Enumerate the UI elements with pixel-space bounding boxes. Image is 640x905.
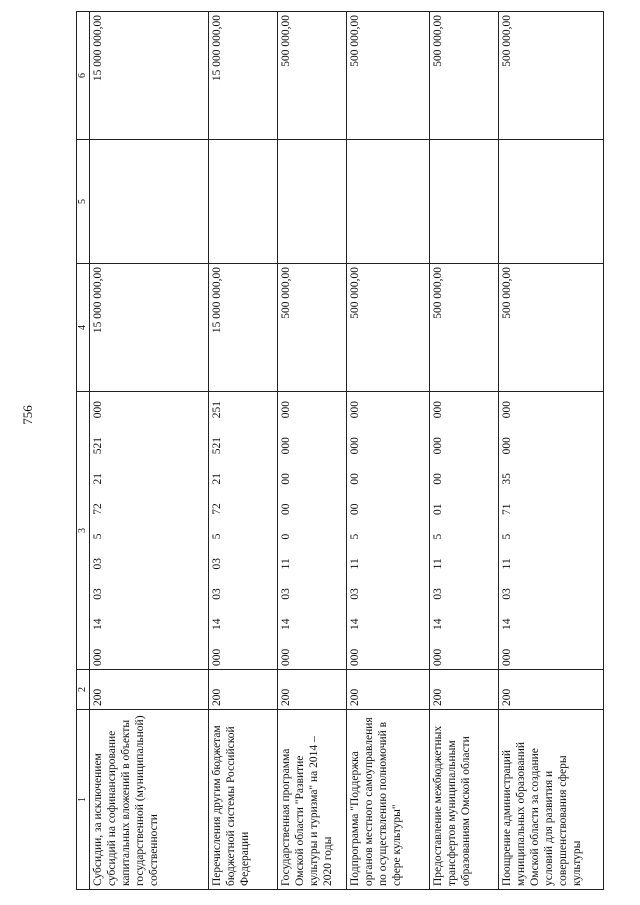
code-part: 03: [92, 558, 104, 570]
header-row: [77, 12, 90, 890]
admin-code-cell: 200: [430, 670, 499, 710]
code-part: 000: [211, 648, 223, 666]
admin-code-cell: 200: [90, 670, 209, 710]
amount-cell: 500 000,00: [499, 264, 604, 392]
code-part: 000: [280, 401, 292, 419]
amount-cell: 15 000 000,00: [90, 12, 209, 140]
row-name-cell: Перечисления другим бюджетам бюджетной системы Российской Федерации: [209, 710, 278, 890]
admin-code-cell: 200: [499, 670, 604, 710]
code-part: 03: [92, 588, 104, 600]
code-part: 14: [501, 618, 513, 630]
code-part: 251: [211, 401, 223, 419]
row-name-cell: Государственная программа Омской области "Развитие культуры и туризма" на 2014 – 2020 годы: [278, 710, 347, 890]
code-part: 00: [432, 473, 444, 485]
code-part: 000: [280, 648, 292, 666]
amount-cell: [499, 140, 604, 264]
row-name-cell: Предоставление межбюджетных трансфертов муниципальным образованиям Омской области: [430, 710, 499, 890]
budget-code-cell: [430, 392, 499, 670]
code-part: 0: [280, 533, 292, 540]
code-part: 00: [280, 503, 292, 515]
code-part: 00: [349, 473, 361, 485]
code-part: 14: [280, 618, 292, 630]
code-part: 11: [349, 558, 361, 570]
amount-cell: 500 000,00: [278, 264, 347, 392]
header-cell: 1: [77, 710, 90, 890]
code-part: 03: [501, 588, 513, 600]
row-name-cell: Подпрограмма "Поддержка органов местного самоуправления по осуществлению полномочий в сфере культуры": [347, 710, 430, 890]
page-number: 756: [20, 405, 35, 425]
row-name-cell: Субсидии, за исключением субсидий на софинансирование капитальных вложений в объекты государственной (муниципальной) собственности: [90, 710, 209, 890]
code-part: 000: [349, 437, 361, 455]
code-part: 521: [211, 437, 223, 455]
row-name-cell: Поощрение администраций муниципальных образований Омской области за создание условий для развития и совершенствования сферы культуры: [499, 710, 604, 890]
code-part: 11: [432, 558, 444, 570]
code-part: 35: [501, 473, 513, 485]
code-part: 71: [501, 503, 513, 515]
code-part: 72: [92, 503, 104, 515]
code-part: 521: [92, 437, 104, 455]
amount-cell: 15 000 000,00: [90, 264, 209, 392]
admin-code-cell: 200: [347, 670, 430, 710]
code-part: 5: [349, 533, 361, 540]
code-part: 000: [92, 648, 104, 666]
code-part: 5: [501, 533, 513, 540]
code-part: 21: [92, 473, 104, 485]
code-part: 14: [92, 618, 104, 630]
code-part: 000: [501, 437, 513, 455]
amount-cell: 500 000,00: [347, 264, 430, 392]
code-part: 000: [349, 401, 361, 419]
code-part: 000: [501, 401, 513, 419]
admin-code-cell: 200: [209, 670, 278, 710]
header-cell: 3: [77, 392, 90, 670]
code-part: 5: [432, 533, 444, 540]
table-row: [347, 12, 430, 890]
code-part: 03: [432, 588, 444, 600]
code-part: 00: [349, 503, 361, 515]
table-row: [278, 12, 347, 890]
header-cell: 5: [77, 140, 90, 264]
amount-cell: 500 000,00: [347, 12, 430, 140]
code-part: 03: [280, 588, 292, 600]
code-part: 000: [432, 437, 444, 455]
code-part: 03: [349, 588, 361, 600]
amount-cell: [430, 140, 499, 264]
code-part: 01: [432, 503, 444, 515]
amount-cell: [347, 140, 430, 264]
header-cell: 2: [77, 670, 90, 710]
header-cell: 4: [77, 264, 90, 392]
budget-code-cell: [90, 392, 209, 670]
amount-cell: 500 000,00: [278, 12, 347, 140]
budget-code-cell: [499, 392, 604, 670]
budget-code-cell: [209, 392, 278, 670]
code-part: 000: [92, 401, 104, 419]
code-part: 72: [211, 503, 223, 515]
code-part: 000: [349, 648, 361, 666]
code-part: 21: [211, 473, 223, 485]
amount-cell: [90, 140, 209, 264]
table-row: [209, 12, 278, 890]
amount-cell: 500 000,00: [430, 264, 499, 392]
header-cell: 6: [77, 12, 90, 140]
amount-cell: 15 000 000,00: [209, 264, 278, 392]
amount-cell: [278, 140, 347, 264]
code-part: 5: [211, 533, 223, 540]
rotated-table-container: [76, 12, 613, 890]
code-part: 11: [501, 558, 513, 570]
amount-cell: [209, 140, 278, 264]
admin-code-cell: 200: [278, 670, 347, 710]
code-part: 14: [432, 618, 444, 630]
budget-table: [76, 11, 604, 890]
code-part: 000: [280, 437, 292, 455]
code-part: 14: [211, 618, 223, 630]
code-part: 03: [211, 588, 223, 600]
table-row: [430, 12, 499, 890]
budget-code-cell: [347, 392, 430, 670]
amount-cell: 500 000,00: [499, 12, 604, 140]
code-part: 00: [280, 473, 292, 485]
code-part: 11: [280, 558, 292, 570]
amount-cell: 500 000,00: [430, 12, 499, 140]
code-part: 000: [432, 648, 444, 666]
code-part: 000: [432, 401, 444, 419]
code-part: 14: [349, 618, 361, 630]
table-row: [499, 12, 604, 890]
code-part: 5: [92, 533, 104, 540]
code-part: 03: [211, 558, 223, 570]
amount-cell: 15 000 000,00: [209, 12, 278, 140]
budget-code-cell: [278, 392, 347, 670]
table-row: [90, 12, 209, 890]
code-part: 000: [501, 648, 513, 666]
